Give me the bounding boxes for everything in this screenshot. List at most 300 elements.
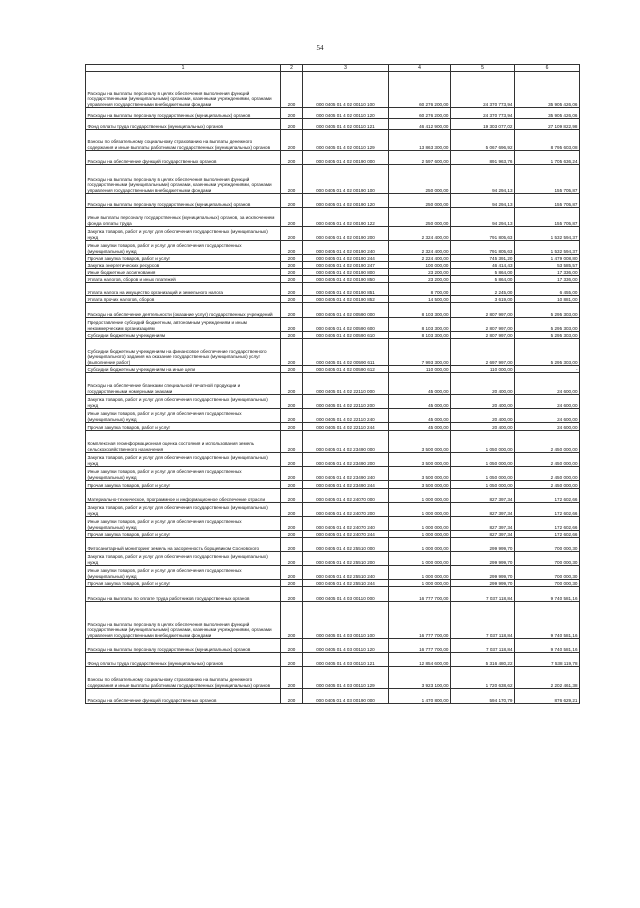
line-code-cell: 200 — [281, 538, 303, 552]
expense-name-cell: Расходы на выплаты по оплате труда работников государственных органов — [86, 587, 281, 602]
line-code-cell: 200 — [281, 119, 303, 130]
approved-amount-cell: 1 000 000,00 — [389, 531, 451, 538]
classification-code-cell: 000 0405 01 4 02 24070 000 — [303, 489, 389, 503]
unexecuted-amount-cell: 10 881,00 — [515, 296, 580, 303]
executed-amount-cell: 2 807 997,00 — [451, 303, 515, 318]
approved-amount-cell: 2 224 400,00 — [389, 255, 451, 262]
approved-amount-cell: 8 700,00 — [389, 283, 451, 296]
table-row — [86, 667, 580, 689]
unexecuted-amount-cell: 24 600,00 — [515, 423, 580, 431]
executed-amount-cell: 891 963,76 — [451, 151, 515, 165]
expense-name-cell: Расходы на обеспечение деятельности (оказание услуг) государственных учреждений — [86, 303, 281, 318]
page-number: 54 — [316, 44, 324, 52]
unexecuted-amount-cell: 8 795 603,08 — [515, 130, 580, 151]
expense-name-cell: Фонд оплаты труда государственных (муниципальных) органов — [86, 119, 281, 130]
line-code-cell: 200 — [281, 130, 303, 151]
approved-amount-cell: 250 000,00 — [389, 165, 451, 194]
approved-amount-cell: 46 412 900,00 — [389, 119, 451, 130]
unexecuted-amount-cell: 5 295 303,00 — [515, 339, 580, 366]
expense-name-cell: Субсидии бюджетным учреждениям на иные цели — [86, 366, 281, 373]
classification-code-cell: 000 0405 01 4 02 00190 240 — [303, 241, 389, 255]
expense-name-cell: Уплата налогов, сборов и иных платежей — [86, 276, 281, 283]
unexecuted-amount-cell: 2 450 000,00 — [515, 467, 580, 481]
classification-code-cell: 000 0405 01 4 02 22110 000 — [303, 373, 389, 395]
executed-amount-cell: 20 400,00 — [451, 409, 515, 423]
approved-amount-cell: 3 500 000,00 — [389, 431, 451, 453]
line-code-cell: 200 — [281, 467, 303, 481]
table-row — [86, 653, 580, 667]
line-code-cell: 200 — [281, 689, 303, 704]
approved-amount-cell: 1 000 000,00 — [389, 580, 451, 587]
expense-name-cell: Закупка товаров, работ и услуг для обеспечения государственных (муниципальных) нужд — [86, 503, 281, 517]
line-code-cell: 200 — [281, 151, 303, 165]
table-row — [86, 517, 580, 531]
executed-amount-cell: 5 864,00 — [451, 269, 515, 276]
line-code-cell: 200 — [281, 255, 303, 262]
expense-name-cell: Прочая закупка товаров, работ и услуг — [86, 255, 281, 262]
executed-amount-cell: 1 720 638,62 — [451, 667, 515, 689]
line-code-cell: 200 — [281, 503, 303, 517]
expense-name-cell: Расходы на выплаты персоналу в целях обеспечения выполнения функций государственными (муниципальными) органами, казенными учреждениями, органами управления государственными внебюджетными фондами — [86, 72, 281, 108]
table-row — [86, 108, 580, 119]
classification-code-cell: 000 0405 01 4 03 00190 000 — [303, 689, 389, 704]
unexecuted-amount-cell: 5 295 303,00 — [515, 318, 580, 332]
classification-code-cell: 000 0405 01 4 02 00190 120 — [303, 194, 389, 208]
line-code-cell: 200 — [281, 489, 303, 503]
line-code-cell: 200 — [281, 552, 303, 566]
executed-amount-cell: 24 370 773,94 — [451, 108, 515, 119]
table-row — [86, 255, 580, 262]
table-row — [86, 395, 580, 409]
line-code-cell: 200 — [281, 587, 303, 602]
executed-amount-cell: 594 170,79 — [451, 689, 515, 704]
table-row — [86, 431, 580, 453]
approved-amount-cell: 12 854 600,00 — [389, 653, 451, 667]
table-row — [86, 409, 580, 423]
approved-amount-cell: 45 000,00 — [389, 395, 451, 409]
approved-amount-cell: 3 923 100,00 — [389, 667, 451, 689]
line-code-cell: 200 — [281, 653, 303, 667]
executed-amount-cell: 1 050 000,00 — [451, 453, 515, 467]
unexecuted-amount-cell: 5 295 303,00 — [515, 332, 580, 339]
executed-amount-cell: 7 037 118,84 — [451, 639, 515, 653]
unexecuted-amount-cell: 1 532 594,37 — [515, 241, 580, 255]
executed-amount-cell: 745 391,20 — [451, 255, 515, 262]
approved-amount-cell: 45 000,00 — [389, 409, 451, 423]
approved-amount-cell: 8 103 300,00 — [389, 318, 451, 332]
table-row — [86, 194, 580, 208]
table-row — [86, 580, 580, 587]
line-code-cell: 200 — [281, 296, 303, 303]
classification-code-cell: 000 0405 01 4 02 00590 000 — [303, 303, 389, 318]
executed-amount-cell: 5 864,00 — [451, 276, 515, 283]
approved-amount-cell: 16 777 700,00 — [389, 639, 451, 653]
executed-amount-cell: 299 999,70 — [451, 552, 515, 566]
approved-amount-cell: 3 500 000,00 — [389, 467, 451, 481]
expense-name-cell: Предоставление субсидий бюджетным, автономным учреждениям и иным некоммерческим организациям — [86, 318, 281, 332]
table-row — [86, 467, 580, 481]
expense-name-cell: Прочая закупка товаров, работ и услуг — [86, 531, 281, 538]
column-header-6: 6 — [515, 65, 580, 72]
expense-name-cell: Расходы на обеспечение функций государственных органов — [86, 689, 281, 704]
executed-amount-cell: 827 397,34 — [451, 517, 515, 531]
line-code-cell: 200 — [281, 639, 303, 653]
line-code-cell: 200 — [281, 667, 303, 689]
expense-name-cell: Взносы по обязательному социальному страхованию на выплаты денежного содержания и иные выплаты работникам государственных (муниципальных) органов — [86, 130, 281, 151]
classification-code-cell: 000 0405 01 4 02 23490 200 — [303, 453, 389, 467]
line-code-cell: 200 — [281, 566, 303, 580]
line-code-cell: 200 — [281, 303, 303, 318]
executed-amount-cell: 7 037 118,84 — [451, 587, 515, 602]
executed-amount-cell: 94 294,13 — [451, 208, 515, 227]
executed-amount-cell: 2 245,00 — [451, 283, 515, 296]
unexecuted-amount-cell: 6 455,00 — [515, 283, 580, 296]
classification-code-cell: 000 0405 01 4 02 24070 240 — [303, 517, 389, 531]
approved-amount-cell: 16 777 700,00 — [389, 587, 451, 602]
line-code-cell: 200 — [281, 108, 303, 119]
table-row — [86, 639, 580, 653]
line-code-cell: 200 — [281, 318, 303, 332]
unexecuted-amount-cell: 9 740 581,16 — [515, 602, 580, 639]
expense-name-cell: Расходы на выплаты персоналу государственных (муниципальных) органов — [86, 194, 281, 208]
classification-code-cell: 000 0405 01 4 02 23490 244 — [303, 481, 389, 489]
line-code-cell: 200 — [281, 366, 303, 373]
approved-amount-cell: 23 200,00 — [389, 276, 451, 283]
column-number-header-row — [86, 65, 580, 72]
classification-code-cell: 000 0405 01 4 02 00110 100 — [303, 72, 389, 108]
table-row — [86, 119, 580, 130]
expense-name-cell: Субсидии бюджетным учреждениям — [86, 332, 281, 339]
column-header-3: 3 — [303, 65, 389, 72]
approved-amount-cell: 1 000 000,00 — [389, 538, 451, 552]
approved-amount-cell: 250 000,00 — [389, 208, 451, 227]
unexecuted-amount-cell: 172 602,66 — [515, 517, 580, 531]
unexecuted-amount-cell: 172 602,66 — [515, 489, 580, 503]
approved-amount-cell: 3 500 000,00 — [389, 453, 451, 467]
approved-amount-cell: 8 103 300,00 — [389, 332, 451, 339]
classification-code-cell: 000 0405 01 4 02 00190 200 — [303, 227, 389, 241]
line-code-cell: 200 — [281, 283, 303, 296]
expense-name-cell: Иные закупки товаров, работ и услуг для обеспечения государственных (муниципальных) нужд — [86, 517, 281, 531]
line-code-cell: 200 — [281, 194, 303, 208]
executed-amount-cell: 5 067 696,92 — [451, 130, 515, 151]
expense-name-cell: Иные закупки товаров, работ и услуг для обеспечения государственных (муниципальных) нужд — [86, 467, 281, 481]
table-row — [86, 283, 580, 296]
classification-code-cell: 000 0405 01 4 02 00590 612 — [303, 366, 389, 373]
executed-amount-cell: 299 999,70 — [451, 538, 515, 552]
executed-amount-cell: 827 397,34 — [451, 531, 515, 538]
table-row — [86, 241, 580, 255]
approved-amount-cell: 45 000,00 — [389, 373, 451, 395]
approved-amount-cell: 60 276 200,00 — [389, 108, 451, 119]
budget-execution-table — [85, 64, 580, 704]
table-row — [86, 503, 580, 517]
executed-amount-cell: 94 294,13 — [451, 165, 515, 194]
executed-amount-cell: 827 397,34 — [451, 489, 515, 503]
executed-amount-cell: 94 294,13 — [451, 194, 515, 208]
classification-code-cell: 000 0405 01 4 02 23490 000 — [303, 431, 389, 453]
unexecuted-amount-cell: 27 109 822,98 — [515, 119, 580, 130]
line-code-cell: 200 — [281, 339, 303, 366]
expense-name-cell: Закупка энергетических ресурсов — [86, 262, 281, 269]
table-row — [86, 373, 580, 395]
classification-code-cell: 000 0405 01 4 02 00190 000 — [303, 151, 389, 165]
unexecuted-amount-cell: 700 000,30 — [515, 566, 580, 580]
table-row — [86, 276, 580, 283]
unexecuted-amount-cell: 35 905 426,06 — [515, 72, 580, 108]
line-code-cell: 200 — [281, 373, 303, 395]
table-row — [86, 531, 580, 538]
approved-amount-cell: 100 000,00 — [389, 262, 451, 269]
expense-name-cell: Расходы на обеспечение функций государственных органов — [86, 151, 281, 165]
line-code-cell: 200 — [281, 531, 303, 538]
unexecuted-amount-cell: 172 602,66 — [515, 531, 580, 538]
expense-name-cell: Фитосанитарный мониторинг земель на засоренность борщевиком Сосновского — [86, 538, 281, 552]
executed-amount-cell: 3 619,00 — [451, 296, 515, 303]
classification-code-cell: 000 0405 01 4 02 00590 600 — [303, 318, 389, 332]
approved-amount-cell: 1 000 000,00 — [389, 552, 451, 566]
classification-code-cell: 000 0405 01 4 02 24070 200 — [303, 503, 389, 517]
executed-amount-cell: 20 400,00 — [451, 423, 515, 431]
executed-amount-cell: 46 414,43 — [451, 262, 515, 269]
classification-code-cell: 000 0405 01 4 02 00110 120 — [303, 108, 389, 119]
expense-name-cell: Закупка товаров, работ и услуг для обеспечения государственных (муниципальных) нужд — [86, 453, 281, 467]
expense-name-cell: Прочая закупка товаров, работ и услуг — [86, 481, 281, 489]
approved-amount-cell: 23 200,00 — [389, 269, 451, 276]
table-row — [86, 366, 580, 373]
unexecuted-amount-cell: 1 479 008,80 — [515, 255, 580, 262]
expense-name-cell: Прочая закупка товаров, работ и услуг — [86, 423, 281, 431]
approved-amount-cell: 2 324 400,00 — [389, 227, 451, 241]
line-code-cell: 200 — [281, 262, 303, 269]
unexecuted-amount-cell: 700 000,30 — [515, 580, 580, 587]
expense-name-cell: Иные выплаты персоналу государственных (муниципальных) органов, за исключением фонда оплаты труда — [86, 208, 281, 227]
expense-name-cell: Расходы на выплаты персоналу в целях обеспечения выполнения функций государственными (муниципальными) органами, казенными учреждениями, органами управления государственными внебюджетными фондами — [86, 165, 281, 194]
unexecuted-amount-cell: 1 705 636,24 — [515, 151, 580, 165]
line-code-cell: 200 — [281, 269, 303, 276]
classification-code-cell: 000 0405 01 4 02 25510 244 — [303, 580, 389, 587]
executed-amount-cell: 20 400,00 — [451, 373, 515, 395]
unexecuted-amount-cell: 2 450 000,00 — [515, 481, 580, 489]
unexecuted-amount-cell: 155 705,87 — [515, 194, 580, 208]
expense-name-cell: Расходы на выплаты персоналу государственных (муниципальных) органов — [86, 108, 281, 119]
approved-amount-cell: 45 000,00 — [389, 423, 451, 431]
line-code-cell: 200 — [281, 241, 303, 255]
classification-code-cell: 000 0405 01 4 03 00110 100 — [303, 602, 389, 639]
table-row — [86, 453, 580, 467]
expense-name-cell: Прочая закупка товаров, работ и услуг — [86, 580, 281, 587]
classification-code-cell: 000 0405 01 4 02 00190 851 — [303, 283, 389, 296]
unexecuted-amount-cell: 2 450 000,00 — [515, 453, 580, 467]
table-row — [86, 339, 580, 366]
unexecuted-amount-cell: 155 705,87 — [515, 208, 580, 227]
approved-amount-cell: 60 276 200,00 — [389, 72, 451, 108]
line-code-cell: 200 — [281, 580, 303, 587]
classification-code-cell: 000 0405 01 4 03 00110 129 — [303, 667, 389, 689]
unexecuted-amount-cell: 24 600,00 — [515, 409, 580, 423]
line-code-cell: 200 — [281, 453, 303, 467]
classification-code-cell: 000 0405 01 4 02 00190 244 — [303, 255, 389, 262]
executed-amount-cell: 1 050 000,00 — [451, 431, 515, 453]
expense-name-cell: Материально-техническое, программное и информационное обеспечение отрасли — [86, 489, 281, 503]
executed-amount-cell: 24 370 773,94 — [451, 72, 515, 108]
table-row — [86, 602, 580, 639]
table-row — [86, 130, 580, 151]
approved-amount-cell: 1 000 000,00 — [389, 566, 451, 580]
approved-amount-cell: 2 597 600,00 — [389, 151, 451, 165]
unexecuted-amount-cell: 35 905 426,06 — [515, 108, 580, 119]
classification-code-cell: 000 0405 01 4 02 00110 121 — [303, 119, 389, 130]
classification-code-cell: 000 0405 01 4 02 00190 247 — [303, 262, 389, 269]
unexecuted-amount-cell: 17 336,00 — [515, 269, 580, 276]
executed-amount-cell: 5 316 480,22 — [451, 653, 515, 667]
line-code-cell: 200 — [281, 481, 303, 489]
executed-amount-cell: 791 805,63 — [451, 241, 515, 255]
line-code-cell: 200 — [281, 165, 303, 194]
line-code-cell: 200 — [281, 72, 303, 108]
table-row — [86, 72, 580, 108]
classification-code-cell: 000 0405 01 4 03 00110 121 — [303, 653, 389, 667]
classification-code-cell: 000 0405 01 4 02 22110 200 — [303, 395, 389, 409]
executed-amount-cell: 1 050 000,00 — [451, 481, 515, 489]
unexecuted-amount-cell: 53 585,57 — [515, 262, 580, 269]
table-row — [86, 165, 580, 194]
executed-amount-cell: 1 050 000,00 — [451, 467, 515, 481]
executed-amount-cell: 791 805,63 — [451, 227, 515, 241]
table-row — [86, 296, 580, 303]
unexecuted-amount-cell: 1 532 594,37 — [515, 227, 580, 241]
column-header-4: 4 — [389, 65, 451, 72]
executed-amount-cell: 299 999,70 — [451, 566, 515, 580]
line-code-cell: 200 — [281, 276, 303, 283]
classification-code-cell: 000 0405 01 4 02 00590 610 — [303, 332, 389, 339]
approved-amount-cell: 16 777 700,00 — [389, 602, 451, 639]
table-row — [86, 318, 580, 332]
executed-amount-cell: 2 807 997,00 — [451, 332, 515, 339]
table-row — [86, 423, 580, 431]
table-row — [86, 269, 580, 276]
table-row — [86, 303, 580, 318]
classification-code-cell: 000 0405 01 4 03 00110 120 — [303, 639, 389, 653]
unexecuted-amount-cell: 172 602,66 — [515, 503, 580, 517]
approved-amount-cell: 110 000,00 — [389, 366, 451, 373]
expense-name-cell: Субсидии бюджетным учреждениям на финансовое обеспечение государственного (муниципального) задания на оказание государственных (муниципальных) услуг (выполнение работ) — [86, 339, 281, 366]
expense-name-cell: Уплата прочих налогов, сборов — [86, 296, 281, 303]
expense-name-cell: Иные бюджетные ассигнования — [86, 269, 281, 276]
approved-amount-cell: 13 863 300,00 — [389, 130, 451, 151]
table-row — [86, 262, 580, 269]
expense-name-cell: Расходы на обеспечение бланками специальной печатной продукции и государственными номерными знаками — [86, 373, 281, 395]
line-code-cell: 200 — [281, 431, 303, 453]
expense-name-cell: Взносы по обязательному социальному страхованию на выплаты денежного содержания и иные выплаты работникам государственных (муниципальных) органов — [86, 667, 281, 689]
table-row — [86, 538, 580, 552]
classification-code-cell: 000 0405 01 4 02 25510 000 — [303, 538, 389, 552]
unexecuted-amount-cell: 7 538 119,78 — [515, 653, 580, 667]
expense-name-cell: Фонд оплаты труда государственных (муниципальных) органов — [86, 653, 281, 667]
table-row — [86, 227, 580, 241]
executed-amount-cell: 7 037 118,84 — [451, 602, 515, 639]
line-code-cell: 200 — [281, 602, 303, 639]
approved-amount-cell: 2 324 400,00 — [389, 241, 451, 255]
executed-amount-cell: 2 697 997,00 — [451, 339, 515, 366]
unexecuted-amount-cell: 5 295 303,00 — [515, 303, 580, 318]
approved-amount-cell: 1 470 800,00 — [389, 689, 451, 704]
classification-code-cell: 000 0405 01 4 02 00110 129 — [303, 130, 389, 151]
expense-name-cell: Закупка товаров, работ и услуг для обеспечения государственных (муниципальных) нужд — [86, 227, 281, 241]
expense-name-cell: Закупка товаров, работ и услуг для обеспечения государственных (муниципальных) нужд — [86, 395, 281, 409]
expense-name-cell: Расходы на выплаты персоналу в целях обеспечения выполнения функций государственными (муниципальными) органами, казенными учреждениями, органами управления государственными внебюджетными фондами — [86, 602, 281, 639]
unexecuted-amount-cell: 2 450 000,00 — [515, 431, 580, 453]
approved-amount-cell: 8 103 300,00 — [389, 303, 451, 318]
classification-code-cell: 000 0405 01 4 02 00190 850 — [303, 276, 389, 283]
classification-code-cell: 000 0405 01 4 02 22110 240 — [303, 409, 389, 423]
classification-code-cell: 000 0405 01 4 02 00190 100 — [303, 165, 389, 194]
approved-amount-cell: 1 000 000,00 — [389, 503, 451, 517]
classification-code-cell: 000 0405 01 4 02 00190 852 — [303, 296, 389, 303]
unexecuted-amount-cell: 24 600,00 — [515, 395, 580, 409]
expense-name-cell: Закупка товаров, работ и услуг для обеспечения государственных (муниципальных) нужд — [86, 552, 281, 566]
classification-code-cell: 000 0405 01 4 02 00190 122 — [303, 208, 389, 227]
classification-code-cell: 000 0405 01 4 02 22110 244 — [303, 423, 389, 431]
table-row — [86, 151, 580, 165]
unexecuted-amount-cell: 9 740 581,16 — [515, 639, 580, 653]
executed-amount-cell: 827 397,34 — [451, 503, 515, 517]
unexecuted-amount-cell: 2 202 461,38 — [515, 667, 580, 689]
classification-code-cell: 000 0405 01 4 02 23490 240 — [303, 467, 389, 481]
executed-amount-cell: 299 999,70 — [451, 580, 515, 587]
table-row — [86, 481, 580, 489]
executed-amount-cell: 2 807 997,00 — [451, 318, 515, 332]
approved-amount-cell: 1 000 000,00 — [389, 489, 451, 503]
table-row — [86, 489, 580, 503]
table-row — [86, 332, 580, 339]
unexecuted-amount-cell: 876 629,21 — [515, 689, 580, 704]
expense-name-cell: Комплексная геоинформационная оценка состояния и использования земель сельскохозяйственного назначения — [86, 431, 281, 453]
unexecuted-amount-cell: 700 000,30 — [515, 552, 580, 566]
column-header-5: 5 — [451, 65, 515, 72]
line-code-cell: 200 — [281, 395, 303, 409]
unexecuted-amount-cell: 17 336,00 — [515, 276, 580, 283]
table-body — [86, 72, 580, 704]
line-code-cell: 200 — [281, 517, 303, 531]
classification-code-cell: 000 0405 01 4 02 25510 200 — [303, 552, 389, 566]
table-row — [86, 689, 580, 704]
classification-code-cell: 000 0405 01 4 02 25510 240 — [303, 566, 389, 580]
executed-amount-cell: 19 303 077,02 — [451, 119, 515, 130]
column-header-1: 1 — [86, 65, 281, 72]
table-row — [86, 208, 580, 227]
classification-code-cell: 000 0405 01 4 02 00190 800 — [303, 269, 389, 276]
executed-amount-cell: 20 400,00 — [451, 395, 515, 409]
line-code-cell: 200 — [281, 208, 303, 227]
expense-name-cell: Иные закупки товаров, работ и услуг для обеспечения государственных (муниципальных) нужд — [86, 566, 281, 580]
approved-amount-cell: 1 000 000,00 — [389, 517, 451, 531]
approved-amount-cell: 3 500 000,00 — [389, 481, 451, 489]
unexecuted-amount-cell: 24 600,00 — [515, 373, 580, 395]
classification-code-cell: 000 0405 01 4 02 00590 611 — [303, 339, 389, 366]
approved-amount-cell: 7 993 300,00 — [389, 339, 451, 366]
classification-code-cell: 000 0405 01 4 02 24070 244 — [303, 531, 389, 538]
unexecuted-amount-cell: 700 000,30 — [515, 538, 580, 552]
column-header-2: 2 — [281, 65, 303, 72]
table-row — [86, 552, 580, 566]
table-row — [86, 566, 580, 580]
expense-name-cell: Уплата налога на имущество организаций и земельного налога — [86, 283, 281, 296]
line-code-cell: 200 — [281, 227, 303, 241]
unexecuted-amount-cell: 155 705,87 — [515, 165, 580, 194]
executed-amount-cell: 110 000,00 — [451, 366, 515, 373]
line-code-cell: 200 — [281, 409, 303, 423]
